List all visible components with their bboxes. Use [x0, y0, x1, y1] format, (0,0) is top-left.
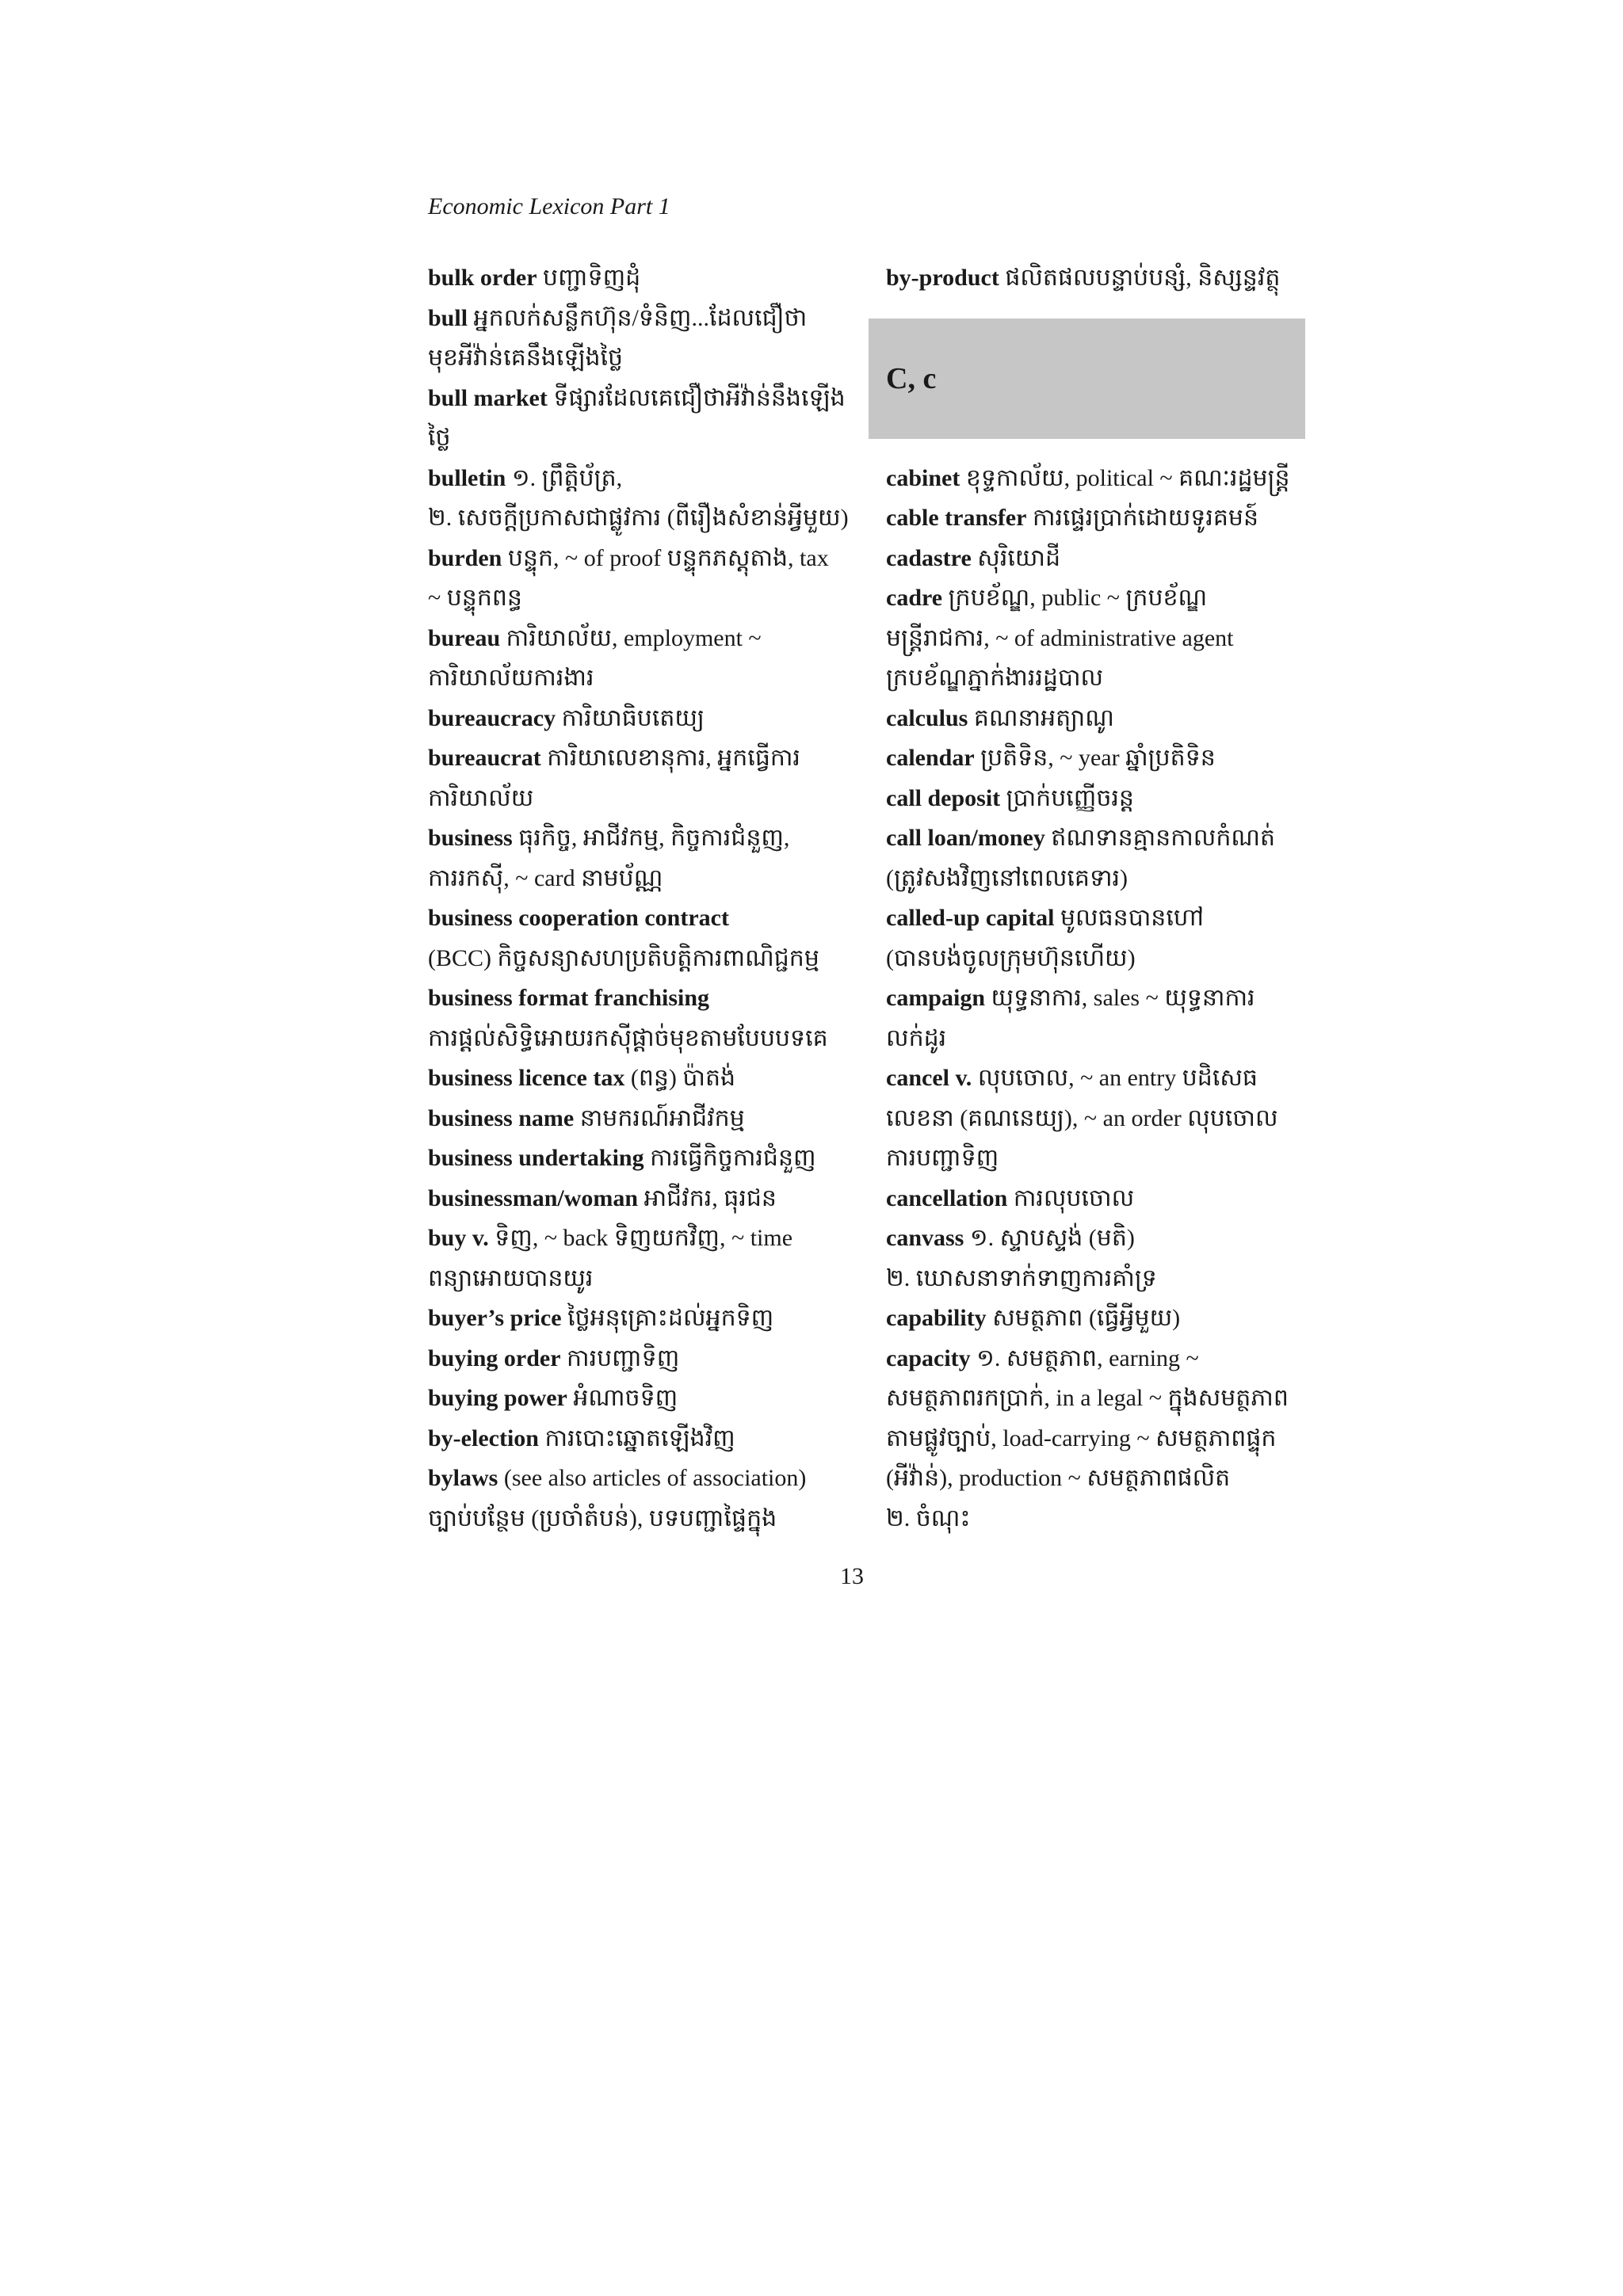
- entry-definition: ទីផ្សារដែលគេជឿថាអីវ៉ាន់នឹងឡើងថ្លៃ: [428, 384, 846, 451]
- entry-line: [886, 1099, 1308, 1139]
- entry-term: calendar: [886, 745, 975, 771]
- entry-definition: (អីវ៉ាន់), production ~ សមត្ថភាពផលិត: [886, 1465, 1231, 1491]
- entry-definition: គណនាអត្យាណូ: [968, 704, 1114, 731]
- entry-term: canvass: [886, 1225, 964, 1251]
- entry-term: bureaucrat: [428, 745, 541, 771]
- entry-definition: ការិយាល័យ, employment ~: [500, 624, 762, 651]
- entry-definition: ការលុបចោល: [1007, 1184, 1135, 1211]
- entry-line: [428, 779, 868, 819]
- section-heading-c: C, c: [869, 318, 1305, 439]
- entry-definition: ការិយាល័យ: [428, 784, 534, 811]
- entry-line: [886, 1179, 1308, 1219]
- entry-line: [886, 939, 1308, 979]
- entry-term: bull market: [428, 384, 548, 411]
- entry-definition: មន្ត្រីរាជការ, ~ of administrative agent: [886, 624, 1234, 651]
- entry-line: [428, 498, 868, 539]
- entry-definition: ការបោះឆ្នោតឡើងវិញ: [538, 1425, 735, 1451]
- entry-line: [428, 1499, 868, 1539]
- entry-definition: ១. ស្ទាបស្ទង់ (មតិ): [964, 1225, 1135, 1251]
- entry-line: [886, 1339, 1308, 1379]
- entry-definition: (see also articles of association): [498, 1465, 807, 1491]
- entry-definition: ពន្យាអោយបានយូរ: [428, 1264, 594, 1291]
- entry-line: [428, 1219, 868, 1259]
- entry-line: [886, 699, 1308, 739]
- entry-term: cadastre: [886, 544, 972, 571]
- entry-line: [428, 738, 868, 779]
- entry-definition: (BCC) កិច្ចសន្យាសហប្រតិបត្តិការពាណិជ្ជកម្ម: [428, 944, 819, 971]
- entry-line: [428, 338, 868, 379]
- entry-line: [428, 1299, 868, 1339]
- entry-line: [886, 459, 1308, 499]
- entry-line: [886, 859, 1308, 899]
- entry-line: [428, 898, 868, 939]
- entry-definition: ១. ព្រឹត្តិប័ត្រ,: [506, 464, 623, 491]
- entry-term: cancel v.: [886, 1065, 972, 1091]
- entry-line: [886, 779, 1308, 819]
- entry-term: burden: [428, 544, 502, 571]
- entry-line: [886, 978, 1308, 1058]
- entry-line: [886, 818, 1308, 859]
- entry-term: buy v.: [428, 1225, 489, 1251]
- entry-line: [886, 1299, 1308, 1339]
- entry-term: campaign: [886, 985, 986, 1011]
- entry-line: [428, 299, 868, 339]
- entry-term: business undertaking: [428, 1145, 644, 1171]
- entry-term: bulletin: [428, 464, 506, 491]
- entry-definition: ថ្លៃអនុគ្រោះដល់អ្នកទិញ: [561, 1305, 774, 1331]
- entry-definition: ការបញ្ជាទិញ: [886, 1145, 999, 1171]
- entry-definition: (បានបង់ចូលក្រុមហ៊ុនហើយ): [886, 944, 1136, 971]
- entry-term: calculus: [886, 704, 968, 731]
- entry-term: cabinet: [886, 464, 960, 491]
- entry-definition: ២. ឃោសនាទាក់ទាញការគាំទ្រ: [886, 1264, 1157, 1291]
- entry-definition: លេខនា (គណនេយ្យ), ~ an order លុបចោល: [886, 1104, 1278, 1131]
- entry-definition: ប្រតិទិន, ~ year ឆ្នាំប្រតិទិន: [974, 745, 1216, 771]
- entry-line: [428, 859, 868, 899]
- entry-term: called-up capital: [886, 905, 1055, 931]
- entry-term: businessman/woman: [428, 1184, 639, 1211]
- entry-term: buying order: [428, 1344, 561, 1371]
- entry-definition: ការធ្វើកិច្ចការជំនួញ: [643, 1145, 816, 1171]
- entry-line: [428, 459, 868, 499]
- right-column: [886, 258, 1308, 1539]
- entry-definition: សមត្ថភាពរកប្រាក់, in a legal ~ ក្នុងសមត្ថភាព: [886, 1385, 1289, 1411]
- entry-line: [428, 619, 868, 659]
- entry-line: [428, 1138, 868, 1179]
- entry-term: cancellation: [886, 1184, 1008, 1211]
- entry-line: [886, 539, 1308, 579]
- entry-term: business cooperation contract: [428, 905, 729, 931]
- entry-definition: អំណាចទិញ: [567, 1385, 678, 1411]
- entry-definition: ប្រាក់បញ្ញើចរន្ត: [1000, 784, 1134, 811]
- entry-term: call loan/money: [886, 825, 1045, 851]
- entry-definition: អាជីវករ, ធុរជន: [638, 1184, 777, 1211]
- entry-line: [886, 658, 1308, 699]
- entry-line: [428, 1019, 868, 1059]
- entry-line: [428, 1099, 868, 1139]
- entry-definition: មុខអីវ៉ាន់គេនឹងឡើងថ្លៃ: [428, 345, 624, 371]
- entry-definition: ~ បន្ទុកពន្ធ: [428, 585, 522, 611]
- entry-line: [886, 1499, 1308, 1539]
- entry-definition: ការផ្ទេរប្រាក់ដោយទូរគមន៍: [1026, 505, 1258, 531]
- entry-definition: ទិញ, ~ back ទិញយកវិញ, ~ time: [488, 1225, 793, 1251]
- entry-definition: ការផ្តល់សិទ្ធិអោយរកស៊ីផ្តាច់មុខតាមបែបបទគេ: [428, 1024, 828, 1051]
- entry-term: buyer’s price: [428, 1305, 562, 1331]
- entry-line: [886, 738, 1308, 779]
- entry-line: [428, 978, 868, 1019]
- entry-term: bull: [428, 304, 468, 331]
- entry-line: [886, 258, 1308, 299]
- entry-definition: ការិយាលេខានុការ, អ្នកធ្វើការ: [540, 745, 800, 771]
- entry-term: bulk order: [428, 265, 537, 291]
- entry-term: buying power: [428, 1385, 567, 1411]
- entry-definition: តាមផ្លូវច្បាប់, load-carrying ~ សមត្ថភាពផ្ទុក: [886, 1425, 1277, 1451]
- entry-line: [428, 1179, 868, 1219]
- entry-term: business format franchising: [428, 985, 710, 1011]
- entry-term: bylaws: [428, 1465, 498, 1491]
- entry-term: cable transfer: [886, 505, 1027, 531]
- entry-line: [886, 498, 1308, 539]
- entry-line: [886, 1219, 1308, 1259]
- entry-definition: ១. សមត្ថភាព, earning ~: [970, 1344, 1199, 1371]
- entry-definition: ការិយាធិបតេយ្យ: [556, 704, 705, 731]
- entry-term: by-product: [886, 265, 999, 291]
- entry-line: [428, 1379, 868, 1419]
- entry-term: bureau: [428, 624, 501, 651]
- entry-definition: មូលធនបានហៅ: [1054, 905, 1204, 931]
- entry-definition: សុរិយោដី: [971, 544, 1061, 571]
- left-column: [428, 258, 868, 1539]
- entry-definition: លុបចោល, ~ an entry បដិសេធ: [972, 1065, 1258, 1091]
- entry-definition: (ត្រូវសងវិញនៅពេលគេទារ): [886, 864, 1128, 891]
- entry-definition: បញ្ជាទិញដុំ: [537, 265, 641, 291]
- entry-term: bureaucracy: [428, 704, 556, 731]
- entry-line: [428, 539, 868, 579]
- entry-definition: យុទ្ធនាការ, sales ~ យុទ្ធនាការលក់ដូរ: [886, 985, 1255, 1051]
- entry-line: [886, 1058, 1308, 1099]
- entry-definition: ការរកស៊ី, ~ card នាមប័ណ្ណ: [428, 864, 663, 891]
- entry-line: [428, 258, 868, 299]
- entry-line: [886, 578, 1308, 619]
- entry-definition: (ពន្ធ) ប៉ាតង់: [624, 1065, 736, 1091]
- entry-line: [428, 1058, 868, 1099]
- entry-term: business name: [428, 1104, 575, 1131]
- entry-line: [428, 699, 868, 739]
- entry-definition: ផលិតផលបន្ទាប់បន្សំ, និស្សន្ទវត្ថុ: [999, 265, 1281, 291]
- entry-definition: បន្ទុក, ~ of proof បន្ទុកភស្តុតាង, tax: [502, 544, 829, 571]
- entry-line: [428, 1339, 868, 1379]
- entry-definition: ក្របខ័ណ្ឌ, public ~ ក្របខ័ណ្ឌ: [942, 585, 1208, 611]
- entry-line: [886, 898, 1308, 939]
- entry-definition: សមត្ថភាព (ធ្វើអ្វីមួយ): [986, 1305, 1181, 1331]
- entry-term: capacity: [886, 1344, 971, 1371]
- entry-definition: ឥណទានគ្មានកាលកំណត់: [1044, 825, 1276, 851]
- entry-term: by-election: [428, 1425, 539, 1451]
- entry-definition: អ្នកលក់សន្លឹកហ៊ុន/ទំនិញ...ដែលជឿថា: [468, 304, 808, 331]
- entry-line: [428, 658, 868, 699]
- entry-line: [886, 1379, 1308, 1419]
- entry-line: [886, 1419, 1308, 1459]
- entry-definition: ការិយាល័យការងារ: [428, 665, 594, 691]
- entry-term: business: [428, 825, 513, 851]
- entry-line: [428, 1459, 868, 1499]
- entry-line: [886, 1138, 1308, 1179]
- entry-line: [886, 1259, 1308, 1299]
- entry-definition: ក្របខ័ណ្ឌភ្នាក់ងាររដ្ឋបាល: [886, 665, 1104, 691]
- entry-term: call deposit: [886, 784, 1001, 811]
- entry-line: [428, 818, 868, 859]
- entry-line: [886, 619, 1308, 659]
- entry-definition: ២. សេចក្តីប្រកាសជាផ្លូវការ (ពីរឿងសំខាន់អ្វីមួយ): [428, 505, 849, 531]
- entry-definition: ខុទ្ទកាល័យ, political ~ គណៈរដ្ឋមន្ត្រី: [960, 464, 1290, 491]
- entry-term: capability: [886, 1305, 987, 1331]
- entry-definition: ការបញ្ជាទិញ: [560, 1344, 680, 1371]
- running-header: Economic Lexicon Part 1: [428, 193, 670, 219]
- entry-line: [886, 1459, 1308, 1499]
- entry-line: [428, 578, 868, 619]
- entry-definition: ធុរកិច្ច, អាជីវកម្ម, កិច្ចការជំនួញ,: [512, 825, 790, 851]
- entry-line: [428, 379, 868, 459]
- entry-definition: នាមករណ៍អាជីវកម្ម: [574, 1104, 745, 1131]
- entry-term: business licence tax: [428, 1065, 625, 1091]
- entry-definition: ច្បាប់បន្ថែម (ប្រចាំតំបន់), បទបញ្ជាផ្ទៃក្នុង: [428, 1505, 777, 1531]
- entry-definition: ២. ចំណុះ: [886, 1505, 971, 1531]
- entry-line: [428, 1419, 868, 1459]
- entry-line: [428, 1259, 868, 1299]
- entry-line: [428, 939, 868, 979]
- entry-term: cadre: [886, 585, 943, 611]
